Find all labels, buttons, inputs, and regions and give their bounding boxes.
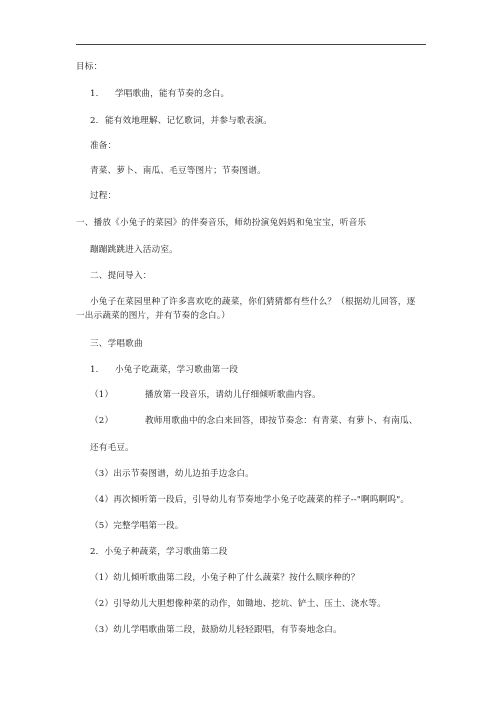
part1-item-1-number: （1）: [90, 390, 114, 400]
step3-heading: 三、学唱歌曲: [90, 339, 143, 349]
part1-item-2-continued: 还有毛豆。: [90, 443, 134, 453]
part1-title: [90, 365, 238, 376]
part2-item-3: （3）幼儿学唱歌曲第二段，鼓励幼儿轻轻跟唱，有节奏地念白。: [90, 625, 342, 635]
part1-title-text: 小兔子吃蔬菜，学习歌曲第一段: [115, 365, 239, 375]
goal-heading: 目标：: [76, 62, 103, 72]
step2-heading: 二、提问导入：: [90, 271, 152, 281]
part2-title: 2．小兔子种蔬菜，学习歌曲第二段: [90, 547, 228, 557]
goal-item-1: [90, 89, 229, 100]
goal-item-1-text: 学唱歌曲，能有节奏的念白。: [115, 89, 230, 99]
header-rule: [76, 44, 426, 45]
part1-item-4: （4）再次倾听第一段后，引导幼儿有节奏地学小兔子吃蔬菜的样子--"啊呜啊呜"。: [90, 495, 410, 505]
goal-item-2-text: 能有效地理解、记忆歌词，并参与歌表演。: [105, 116, 273, 126]
part1-item-1-text: 播放第一段音乐，请幼儿仔细倾听歌曲内容。: [145, 390, 321, 400]
prep-text: 青菜、萝卜、南瓜、毛豆等图片；节奏图谱。: [90, 166, 266, 176]
part1-item-2: [90, 416, 418, 427]
goal-item-2-number: 2.: [90, 116, 99, 126]
part1-item-3: （3）出示节奏图谱，幼儿边拍手边念白。: [90, 469, 254, 479]
part1-item-5: （5）完整学唱第一段。: [90, 521, 184, 531]
step1-line1: 一、播放《小兔子的菜园》的伴奏音乐，师幼扮演兔妈妈和兔宝宝，听音乐: [76, 218, 367, 228]
process-heading: 过程：: [90, 191, 117, 201]
part2-item-2: （2）引导幼儿大胆想像种菜的动作，如锄地、挖坑、铲土、压土、浇水等。: [90, 599, 386, 609]
step2-text: 小兔子在菜园里种了许多喜欢吃的蔬菜，你们猜猜都有些什么？（根据幼儿回答，逐一出示蔬菜的图片，并有节奏的念白。）: [76, 297, 416, 321]
step1-line2: 蹦蹦跳跳进入活动室。: [90, 245, 178, 255]
part1-item-2-text: 教师用歌曲中的念白来回答，即按节奏念：有青菜、有萝卜、有南瓜、: [145, 416, 418, 426]
goal-item-1-number: 1.: [90, 89, 99, 99]
part1-number: 1.: [90, 365, 99, 375]
goal-item-2: [90, 116, 272, 127]
part2-item-1: （1）幼儿倾听歌曲第二段，小兔子种了什么蔬菜？按什么顺序种的？: [90, 573, 360, 583]
prep-heading: 准备：: [90, 141, 117, 151]
part1-item-2-number: （2）: [90, 416, 114, 426]
part1-item-1: [90, 390, 321, 401]
